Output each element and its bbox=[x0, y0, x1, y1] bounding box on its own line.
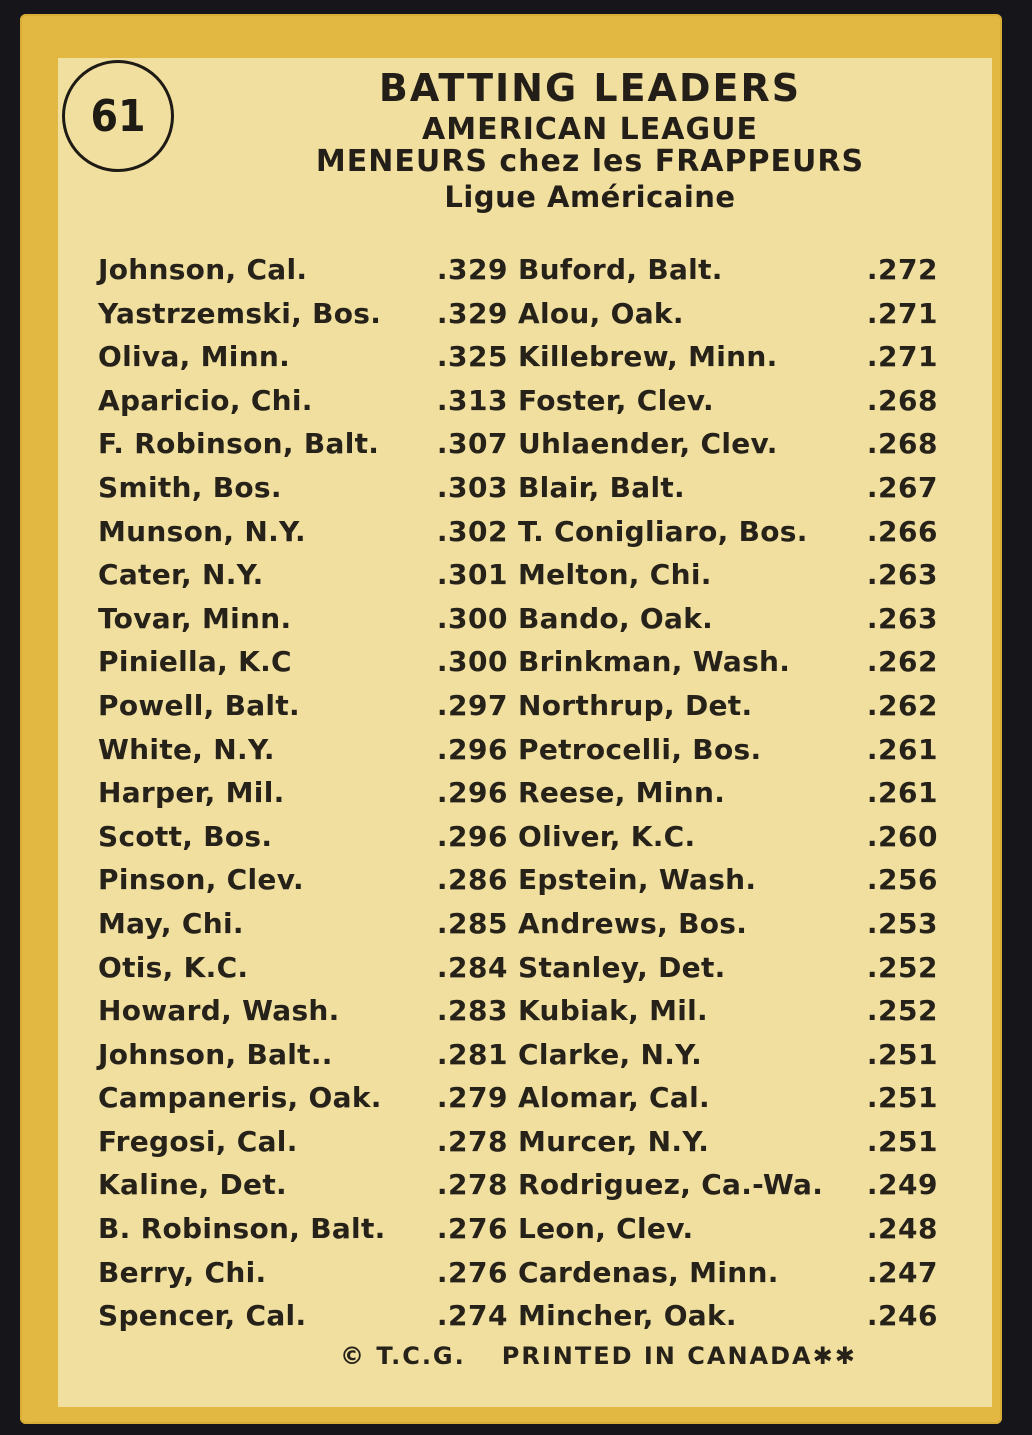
player-row bbox=[98, 1294, 518, 1338]
player-name: Oliver, K.C. bbox=[518, 819, 696, 853]
batting-list-right bbox=[518, 248, 938, 1338]
batting-average: .251 bbox=[866, 1081, 938, 1115]
batting-average: .266 bbox=[866, 514, 938, 548]
copyright-text: © T.C.G. bbox=[340, 1342, 466, 1370]
batting-average: .276 bbox=[436, 1212, 508, 1246]
player-name: B. Robinson, Balt. bbox=[98, 1212, 386, 1246]
player-name: T. Conigliaro, Bos. bbox=[518, 514, 808, 548]
player-name: Buford, Balt. bbox=[518, 253, 723, 286]
player-row bbox=[518, 1033, 938, 1077]
player-name: Brinkman, Wash. bbox=[518, 645, 791, 679]
player-name: Rodriguez, Ca.-Wa. bbox=[518, 1168, 824, 1202]
player-row bbox=[98, 466, 518, 510]
player-name: Berry, Chi. bbox=[98, 1255, 267, 1289]
batting-average: .329 bbox=[436, 296, 508, 330]
player-row bbox=[98, 1207, 518, 1251]
player-name: F. Robinson, Balt. bbox=[98, 427, 380, 461]
player-row bbox=[518, 510, 938, 554]
player-row bbox=[518, 292, 938, 336]
batting-average: .253 bbox=[866, 906, 938, 940]
player-name: Blair, Balt. bbox=[518, 470, 685, 504]
player-name: Campaneris, Oak. bbox=[98, 1081, 382, 1115]
player-row bbox=[518, 1251, 938, 1295]
card-footer bbox=[340, 1342, 940, 1370]
batting-average: .261 bbox=[866, 732, 938, 766]
batting-list-left bbox=[98, 248, 518, 1338]
card-title-french: MENEURS chez les FRAPPEURS bbox=[315, 144, 865, 179]
batting-average: .296 bbox=[436, 776, 508, 810]
player-name: Clarke, N.Y. bbox=[518, 1037, 703, 1071]
player-row bbox=[98, 1251, 518, 1295]
player-name: Murcer, N.Y. bbox=[518, 1124, 710, 1158]
batting-average: .279 bbox=[436, 1081, 508, 1115]
batting-average: .281 bbox=[436, 1037, 508, 1071]
player-name: Andrews, Bos. bbox=[518, 906, 748, 940]
batting-average: .296 bbox=[436, 819, 508, 853]
player-row bbox=[518, 379, 938, 423]
player-row bbox=[98, 292, 518, 336]
player-name: Johnson, Balt.. bbox=[98, 1037, 333, 1071]
player-row bbox=[98, 1120, 518, 1164]
batting-average: .263 bbox=[866, 558, 938, 592]
player-name: Northrup, Det. bbox=[518, 688, 753, 722]
batting-average: .263 bbox=[866, 601, 938, 635]
batting-average: .248 bbox=[866, 1212, 938, 1246]
player-name: Uhlaender, Clev. bbox=[518, 427, 778, 461]
batting-average: .271 bbox=[866, 340, 938, 374]
player-name: Yastrzemski, Bos. bbox=[98, 296, 382, 330]
player-row bbox=[98, 1033, 518, 1077]
player-name: White, N.Y. bbox=[98, 732, 275, 766]
batting-average: .301 bbox=[436, 558, 508, 592]
player-row bbox=[518, 1076, 938, 1120]
player-name: Stanley, Det. bbox=[518, 950, 726, 984]
batting-average: .251 bbox=[866, 1037, 938, 1071]
batting-average: .286 bbox=[436, 863, 508, 897]
batting-average: .246 bbox=[866, 1299, 938, 1333]
batting-average: .284 bbox=[436, 950, 508, 984]
batting-average: .268 bbox=[866, 427, 938, 461]
player-row bbox=[98, 728, 518, 772]
star-marks: ✱✱ bbox=[812, 1342, 857, 1370]
player-row bbox=[98, 946, 518, 990]
batting-average: .278 bbox=[436, 1168, 508, 1202]
player-name: Aparicio, Chi. bbox=[98, 383, 313, 417]
batting-average: .313 bbox=[436, 383, 508, 417]
player-name: Alomar, Cal. bbox=[518, 1081, 710, 1115]
batting-average: .260 bbox=[866, 819, 938, 853]
player-name: Foster, Clev. bbox=[518, 383, 714, 417]
player-name: Pinson, Clev. bbox=[98, 863, 304, 897]
player-row bbox=[518, 771, 938, 815]
batting-average: .271 bbox=[866, 296, 938, 330]
player-name: Otis, K.C. bbox=[98, 950, 249, 984]
player-row bbox=[518, 946, 938, 990]
batting-average: .261 bbox=[866, 776, 938, 810]
player-name: Piniella, K.C bbox=[98, 645, 292, 679]
player-name: Leon, Clev. bbox=[518, 1212, 694, 1246]
player-row bbox=[98, 1163, 518, 1207]
player-row bbox=[98, 815, 518, 859]
player-name: Smith, Bos. bbox=[98, 470, 282, 504]
batting-average: .262 bbox=[866, 645, 938, 679]
player-row bbox=[98, 510, 518, 554]
batting-average: .285 bbox=[436, 906, 508, 940]
batting-average: .272 bbox=[866, 253, 938, 286]
player-name: Tovar, Minn. bbox=[98, 601, 292, 635]
player-row bbox=[98, 902, 518, 946]
player-row bbox=[518, 1207, 938, 1251]
player-row bbox=[98, 858, 518, 902]
printed-in-text: PRINTED IN CANADA bbox=[501, 1342, 813, 1370]
batting-average: .276 bbox=[436, 1255, 508, 1289]
player-name: Harper, Mil. bbox=[98, 776, 285, 810]
batting-average: .252 bbox=[866, 994, 938, 1028]
player-row bbox=[518, 335, 938, 379]
player-row bbox=[518, 640, 938, 684]
batting-average: .249 bbox=[866, 1168, 938, 1202]
batting-average: .297 bbox=[436, 688, 508, 722]
player-row bbox=[518, 815, 938, 859]
player-row bbox=[98, 248, 518, 292]
player-name: Munson, N.Y. bbox=[98, 514, 306, 548]
player-row bbox=[518, 553, 938, 597]
player-name: Melton, Chi. bbox=[518, 558, 712, 592]
player-row bbox=[518, 989, 938, 1033]
player-name: Cardenas, Minn. bbox=[518, 1255, 779, 1289]
player-name: Fregosi, Cal. bbox=[98, 1124, 298, 1158]
batting-average: .303 bbox=[436, 470, 508, 504]
player-name: Spencer, Cal. bbox=[98, 1299, 307, 1333]
player-row bbox=[98, 379, 518, 423]
player-row bbox=[98, 422, 518, 466]
player-name: Alou, Oak. bbox=[518, 296, 684, 330]
card-number-badge bbox=[62, 60, 174, 172]
player-name: Johnson, Cal. bbox=[98, 253, 308, 286]
batting-average: .302 bbox=[436, 514, 508, 548]
batting-average: .267 bbox=[866, 470, 938, 504]
player-row bbox=[98, 597, 518, 641]
batting-average: .256 bbox=[866, 863, 938, 897]
player-row bbox=[518, 1163, 938, 1207]
player-name: May, Chi. bbox=[98, 906, 244, 940]
player-name: Petrocelli, Bos. bbox=[518, 732, 762, 766]
player-row bbox=[98, 1076, 518, 1120]
player-row bbox=[518, 466, 938, 510]
player-name: Epstein, Wash. bbox=[518, 863, 757, 897]
batting-average: .325 bbox=[436, 340, 508, 374]
batting-average: .329 bbox=[436, 253, 508, 286]
batting-average: .300 bbox=[436, 601, 508, 635]
batting-average: .296 bbox=[436, 732, 508, 766]
player-name: Oliva, Minn. bbox=[98, 340, 291, 374]
player-name: Cater, N.Y. bbox=[98, 558, 264, 592]
player-row bbox=[98, 553, 518, 597]
player-name: Howard, Wash. bbox=[98, 994, 340, 1028]
batting-average: .300 bbox=[436, 645, 508, 679]
player-row bbox=[518, 1294, 938, 1338]
player-name: Powell, Balt. bbox=[98, 688, 300, 722]
card-number: 61 bbox=[90, 90, 146, 142]
player-row bbox=[518, 597, 938, 641]
card-title: BATTING LEADERS bbox=[378, 66, 802, 110]
player-row bbox=[98, 684, 518, 728]
player-row bbox=[98, 771, 518, 815]
player-row bbox=[518, 858, 938, 902]
player-row bbox=[518, 728, 938, 772]
player-row bbox=[518, 422, 938, 466]
player-name: Kubiak, Mil. bbox=[518, 994, 708, 1028]
player-row bbox=[98, 989, 518, 1033]
card-subtitle-english: AMERICAN LEAGUE bbox=[422, 112, 758, 147]
batting-average: .274 bbox=[436, 1299, 508, 1333]
player-name: Kaline, Det. bbox=[98, 1168, 287, 1202]
player-name: Bando, Oak. bbox=[518, 601, 714, 635]
batting-average: .283 bbox=[436, 994, 508, 1028]
card-subtitle-french: Ligue Américaine bbox=[444, 180, 736, 214]
player-row bbox=[518, 1120, 938, 1164]
batting-average: .251 bbox=[866, 1124, 938, 1158]
player-name: Scott, Bos. bbox=[98, 819, 273, 853]
batting-average: .307 bbox=[436, 427, 508, 461]
player-row bbox=[518, 902, 938, 946]
batting-average: .268 bbox=[866, 383, 938, 417]
player-name: Killebrew, Minn. bbox=[518, 340, 778, 374]
player-row bbox=[98, 640, 518, 684]
batting-average: .252 bbox=[866, 950, 938, 984]
player-row bbox=[518, 248, 938, 292]
batting-average: .262 bbox=[866, 688, 938, 722]
player-row bbox=[98, 335, 518, 379]
batting-average: .247 bbox=[866, 1255, 938, 1289]
batting-average: .278 bbox=[436, 1124, 508, 1158]
player-name: Mincher, Oak. bbox=[518, 1299, 737, 1333]
player-name: Reese, Minn. bbox=[518, 776, 726, 810]
player-row bbox=[518, 684, 938, 728]
